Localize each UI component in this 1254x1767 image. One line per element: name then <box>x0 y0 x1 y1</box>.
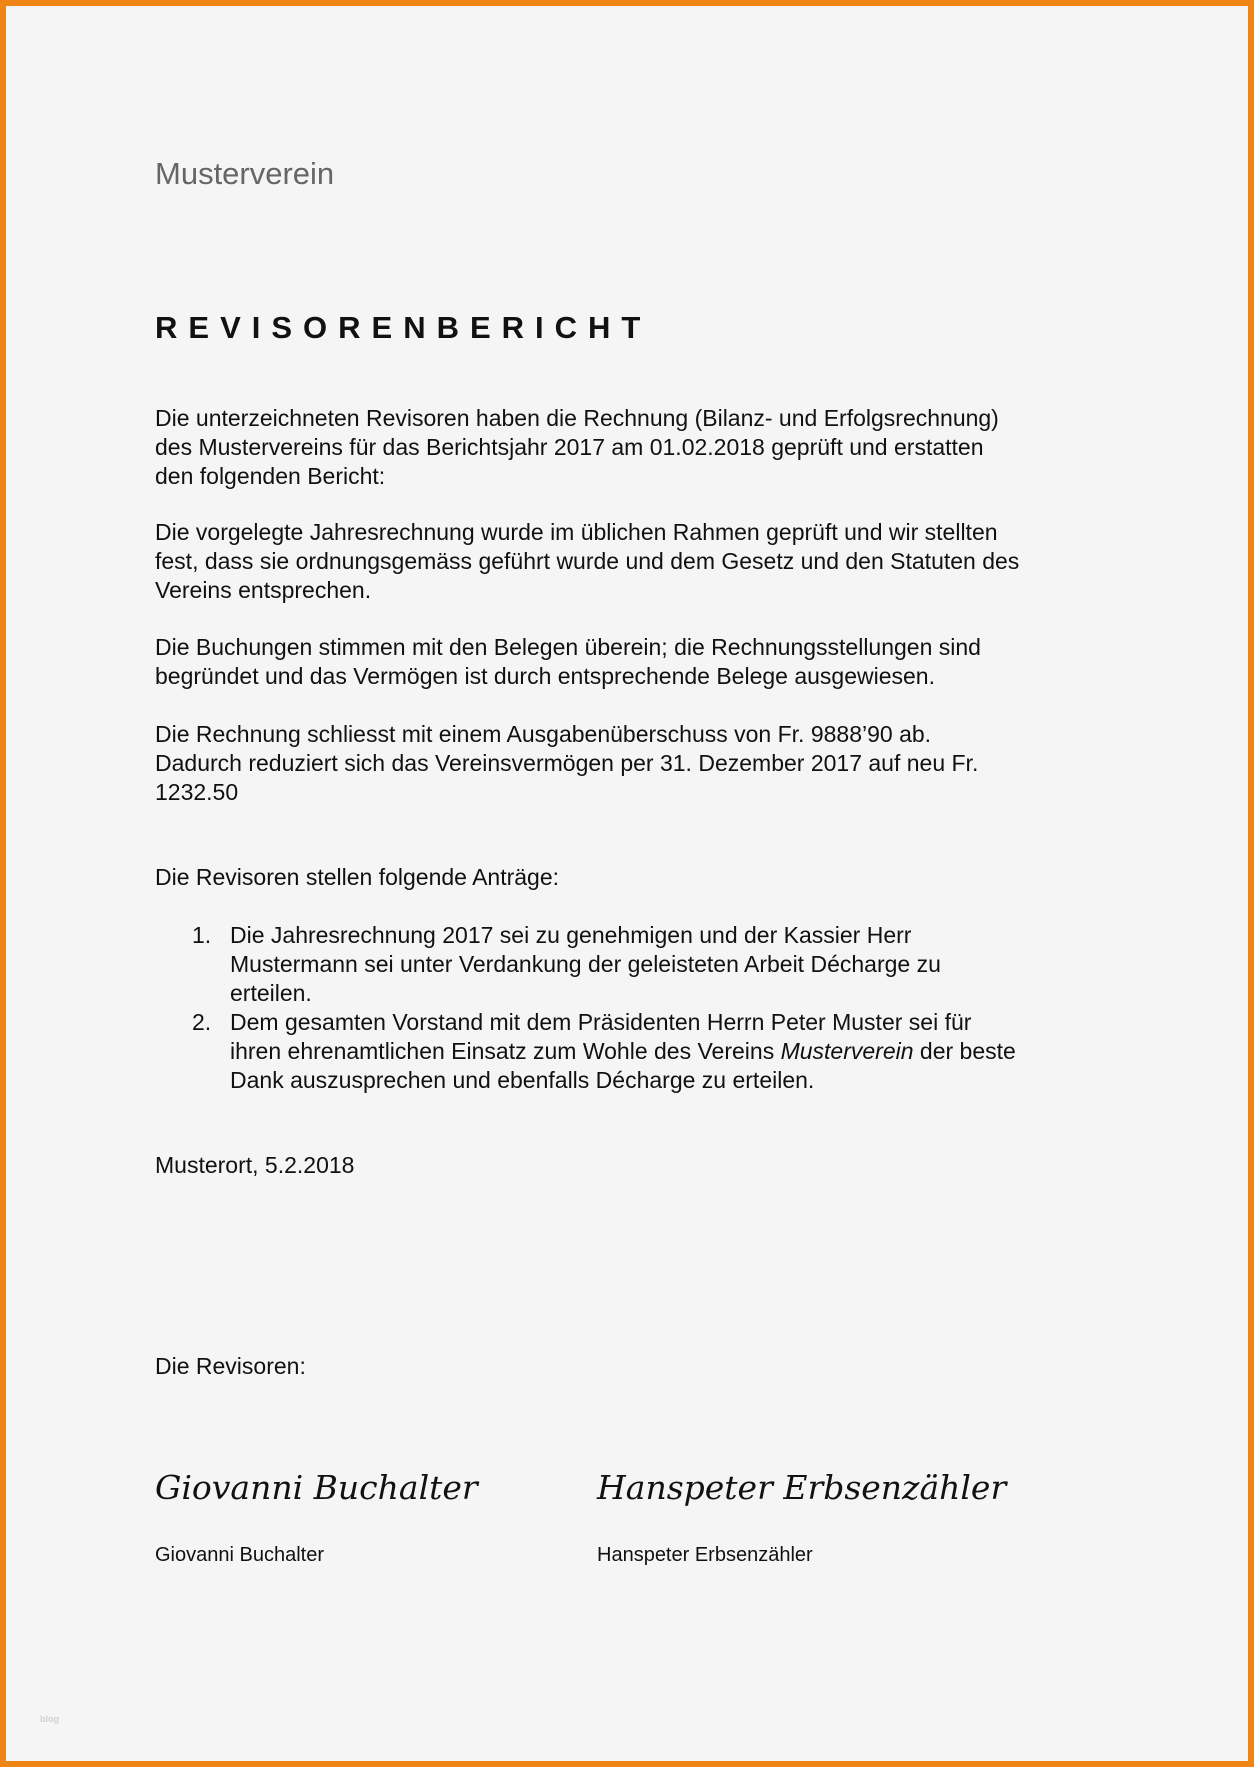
text-line: Dank auszusprechen und ebenfalls Décharge zu erteilen. <box>230 1067 815 1093</box>
list-item <box>192 921 1016 1008</box>
text-line: fest, dass sie ordnungsgemäss geführt wurde und dem Gesetz und den Statuten des <box>155 548 1020 574</box>
text-line <box>230 1037 1016 1066</box>
text-line: den folgenden Bericht: <box>155 463 386 489</box>
signatories-label: Die Revisoren: <box>155 1353 306 1379</box>
list-number: 1. <box>192 922 212 948</box>
emphasis-text: Musterverein <box>780 1038 914 1064</box>
place-date: Musterort, 5.2.2018 <box>155 1152 355 1178</box>
text-line: Mustermann sei unter Verdankung der geleisteten Arbeit Décharge zu <box>230 951 941 977</box>
list-number: 2. <box>192 1009 212 1035</box>
signature-2: Hanspeter Erbsenzähler <box>597 1468 1007 1507</box>
text-line: Die Rechnung schliesst mit einem Ausgabenüberschuss von Fr. 9888’90 ab. <box>155 721 932 747</box>
text-line: begründet und das Vermögen ist durch entsprechende Belege ausgewiesen. <box>155 663 935 689</box>
text-line: Die vorgelegte Jahresrechnung wurde im üblichen Rahmen geprüft und wir stellten <box>155 519 998 545</box>
text-line: Die unterzeichneten Revisoren haben die Rechnung (Bilanz- und Erfolgsrechnung) <box>155 405 999 431</box>
signature-1: Giovanni Buchalter <box>155 1468 478 1507</box>
signatory-name-1: Giovanni Buchalter <box>155 1544 324 1566</box>
paragraph-intro <box>155 404 999 491</box>
paragraph-result <box>155 720 978 807</box>
text-line: Die Jahresrechnung 2017 sei zu genehmigen und der Kassier Herr <box>230 922 912 948</box>
text-fragment: ihren ehrenamtlichen Einsatz zum Wohle des Vereins <box>230 1038 781 1064</box>
watermark: blog <box>40 1714 59 1724</box>
text-line: Die Buchungen stimmen mit den Belegen überein; die Rechnungsstellungen sind <box>155 634 981 660</box>
signatory-name-2: Hanspeter Erbsenzähler <box>597 1544 813 1566</box>
text-line: Dadurch reduziert sich das Vereinsvermögen per 31. Dezember 2017 auf neu Fr. <box>155 750 979 776</box>
organization-name: Musterverein <box>155 156 335 191</box>
paragraph-bookings <box>155 633 981 691</box>
document-title: REVISORENBERICHT <box>155 310 652 345</box>
text-line: Dem gesamten Vorstand mit dem Präsidenten Herrn Peter Muster sei für <box>230 1009 972 1035</box>
text-line: des Mustervereins für das Berichtsjahr 2017 am 01.02.2018 geprüft und erstatten <box>155 434 984 460</box>
requests-intro: Die Revisoren stellen folgende Anträge: <box>155 864 560 890</box>
text-line: 1232.50 <box>155 779 239 805</box>
text-fragment: der beste <box>913 1038 1016 1064</box>
paragraph-audit <box>155 518 1019 605</box>
list-item <box>192 1008 1016 1095</box>
text-line: erteilen. <box>230 980 312 1006</box>
text-line: Vereins entsprechen. <box>155 577 372 603</box>
requests-list <box>192 921 1016 1095</box>
